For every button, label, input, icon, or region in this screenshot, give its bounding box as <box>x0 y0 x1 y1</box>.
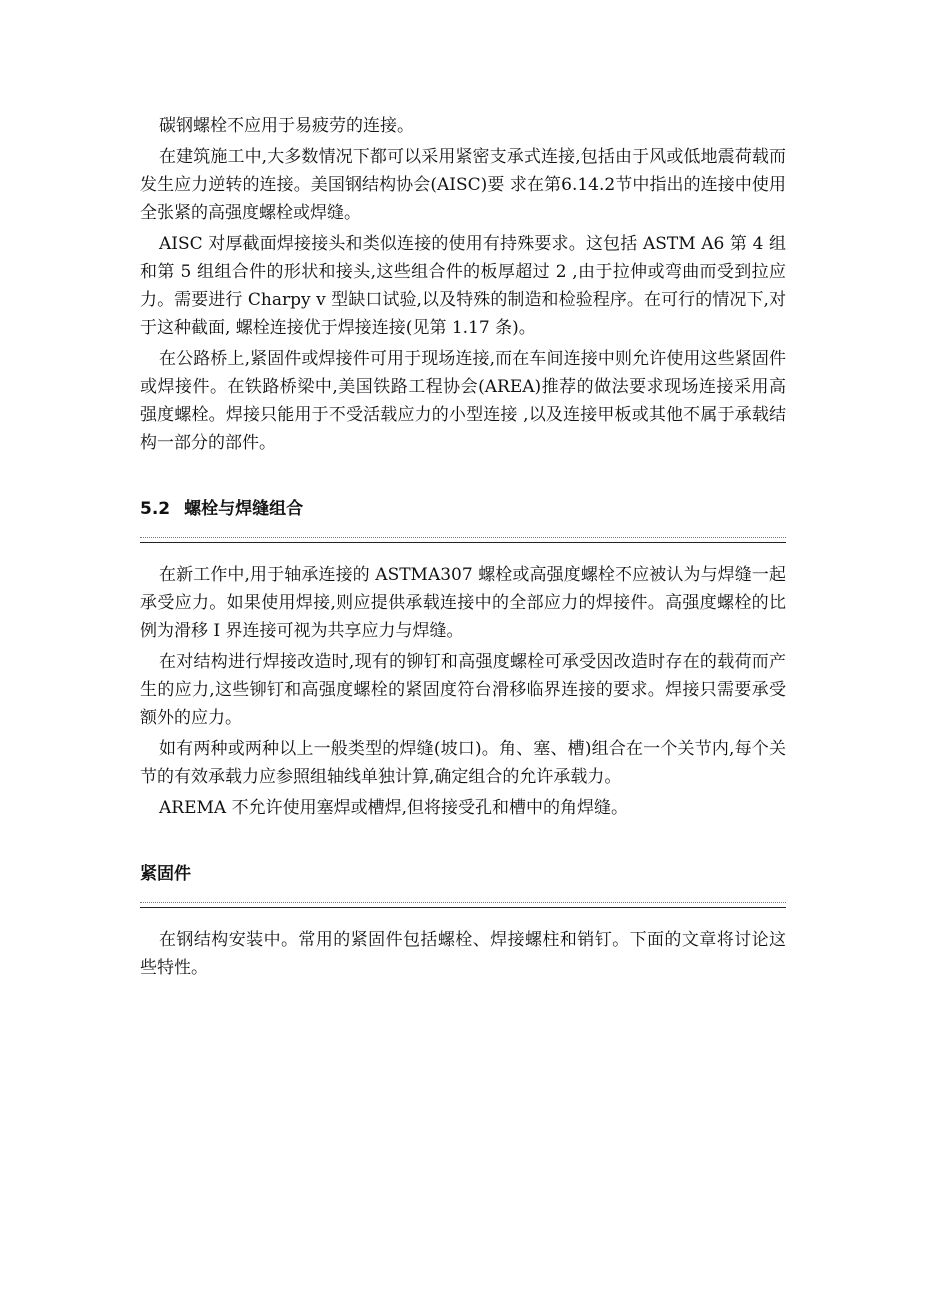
paragraph: 如有两种或两种以上一般类型的焊缝(坡口)。角、塞、槽)组合在一个关节内,每个关节的有效承载力应参照组轴线单独计算,确定组合的允许承载力。 <box>140 739 786 787</box>
paragraph: 在对结构进行焊接改造时,现有的铆钉和高强度螺栓可承受因改造时存在的载荷而产生的应力,这些铆钉和高强度螺栓的紧固度符台滑移临界连接的要求。焊接只需要承受额外的应力。 <box>140 652 786 728</box>
paragraph: AISC 对厚截面焊接接头和类似连接的使用有持殊要求。这包括 ASTM A6 第 4 组和第 5 组组合件的形状和接头,这些组合件的板厚超过 2 ,由于拉伸或弯曲而受到拉应力。需要进行 Charpy v 型缺口试验,以及特殊的制造和检验程序。在可行的情况下,对于这种截面, 螺栓连接优于焊接连接(见第 1.17 条)。 <box>140 234 786 338</box>
section-title: 螺栓与焊缝组合 <box>184 499 304 519</box>
heading-divider <box>140 902 786 908</box>
section-number: 5.2 <box>140 499 171 519</box>
section-fasteners <box>140 862 786 982</box>
heading-divider <box>140 537 786 543</box>
paragraph: 在钢结构安装中。常用的紧固件包括螺栓、焊接螺柱和销钉。下面的文章将讨论这些特性。 <box>140 930 786 978</box>
section-heading <box>140 497 786 521</box>
paragraph: 在建筑施工中,大多数情况下都可以采用紧密支承式连接,包括由于风或低地震荷载而发生应力逆转的连接。美国钢结构协会(AISC)要 求在第6.14.2节中指出的连接中使用全张紧的高强度螺栓或焊缝。 <box>140 147 786 223</box>
paragraph: 碳钢螺栓不应用于易疲劳的连接。 <box>159 116 414 136</box>
paragraph: 在新工作中,用于轴承连接的 ASTMA307 螺栓或高强度螺栓不应被认为与焊缝一起承受应力。如果使用焊接,则应提供承载连接中的全部应力的焊接件。高强度螺栓的比例为滑移 I 界连接可视为共享应力与焊缝。 <box>140 565 786 641</box>
document-page <box>140 112 786 985</box>
section-heading: 紧固件 <box>140 864 191 884</box>
section-5-2 <box>140 497 786 822</box>
paragraph: AREMA 不允许使用塞焊或槽焊,但将接受孔和槽中的角焊缝。 <box>159 798 628 818</box>
paragraph: 在公路桥上,紧固件或焊接件可用于现场连接,而在车间连接中则允许使用这些紧固件或焊接件。在铁路桥梁中,美国铁路工程协会(AREA)推荐的做法要求现场连接采用高强度螺栓。焊接只能用于不受活载应力的小型连接 ,以及连接甲板或其他不属于承载结构一部分的部件。 <box>140 349 786 453</box>
intro-block <box>140 112 786 457</box>
